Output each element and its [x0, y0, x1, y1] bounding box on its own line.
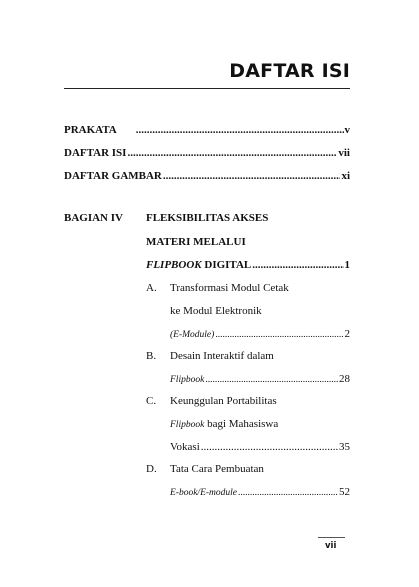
toc-entry-label: PRAKATA	[64, 124, 117, 136]
dot-leader	[127, 147, 337, 159]
dot-leader	[252, 259, 343, 271]
toc-entry-section-b[interactable]	[170, 373, 350, 385]
section-b-line-1: Desain Interaktif dalam	[170, 350, 274, 362]
toc-entry-label: E-book/E-module	[170, 488, 238, 498]
dot-leader	[136, 124, 344, 136]
section-c-italic: Flipbook	[170, 420, 205, 430]
toc-entry-page: vii	[338, 147, 350, 159]
heading-rule	[64, 88, 350, 89]
toc-entry-page: v	[344, 124, 350, 136]
part-title-line-2: MATERI MELALUI	[146, 236, 246, 248]
toc-entry-label: Flipbook	[170, 375, 205, 385]
toc-entry-section-a[interactable]	[170, 328, 350, 340]
toc-entry-page: xi	[341, 170, 350, 182]
part-title-italic: FLIPBOOK	[146, 259, 202, 271]
toc-entry-daftar-gambar[interactable]	[64, 170, 350, 182]
toc-entry-part-iv[interactable]	[146, 259, 350, 271]
section-c-line-2-rest: bagi Mahasiswa	[204, 418, 279, 430]
part-label: BAGIAN IV	[64, 212, 123, 224]
dot-leader	[238, 488, 338, 498]
dot-leader	[201, 441, 338, 453]
toc-entry-label: DAFTAR GAMBAR	[64, 170, 162, 182]
toc-entry-page: 35	[339, 441, 350, 453]
footer-rule	[318, 537, 345, 538]
section-a-line-2: ke Modul Elektronik	[170, 305, 262, 317]
toc-entry-section-d[interactable]	[170, 486, 350, 498]
page-title: DAFTAR ISI	[229, 60, 350, 82]
page-number: vii	[325, 541, 337, 551]
toc-entry-label: DAFTAR ISI	[64, 147, 127, 159]
dot-leader	[215, 330, 343, 340]
section-c-line-2	[170, 418, 278, 430]
section-c-line-1: Keunggulan Portabilitas	[170, 395, 277, 407]
toc-entry-label: (E-Module)	[170, 330, 215, 340]
section-c-letter: C.	[146, 395, 157, 407]
toc-entry-label: Vokasi	[170, 441, 200, 453]
part-title-rest: DIGITAL	[201, 259, 252, 271]
toc-entry-page: 28	[339, 373, 350, 385]
toc-entry-daftar-isi[interactable]	[64, 147, 350, 159]
dot-leader	[205, 375, 338, 385]
part-title-line-1: FLEKSIBILITAS AKSES	[146, 212, 269, 224]
toc-entry-prakata[interactable]	[64, 124, 350, 136]
dot-leader	[163, 170, 341, 182]
toc-entry-page: 2	[344, 328, 350, 340]
section-a-line-1: Transformasi Modul Cetak	[170, 282, 289, 294]
section-d-line-1: Tata Cara Pembuatan	[170, 463, 264, 475]
section-b-letter: B.	[146, 350, 157, 362]
toc-entry-page: 52	[339, 486, 350, 498]
toc-entry-page: 1	[344, 259, 350, 271]
section-a-letter: A.	[146, 282, 157, 294]
section-d-letter: D.	[146, 463, 157, 475]
toc-entry-section-c[interactable]	[170, 441, 350, 453]
